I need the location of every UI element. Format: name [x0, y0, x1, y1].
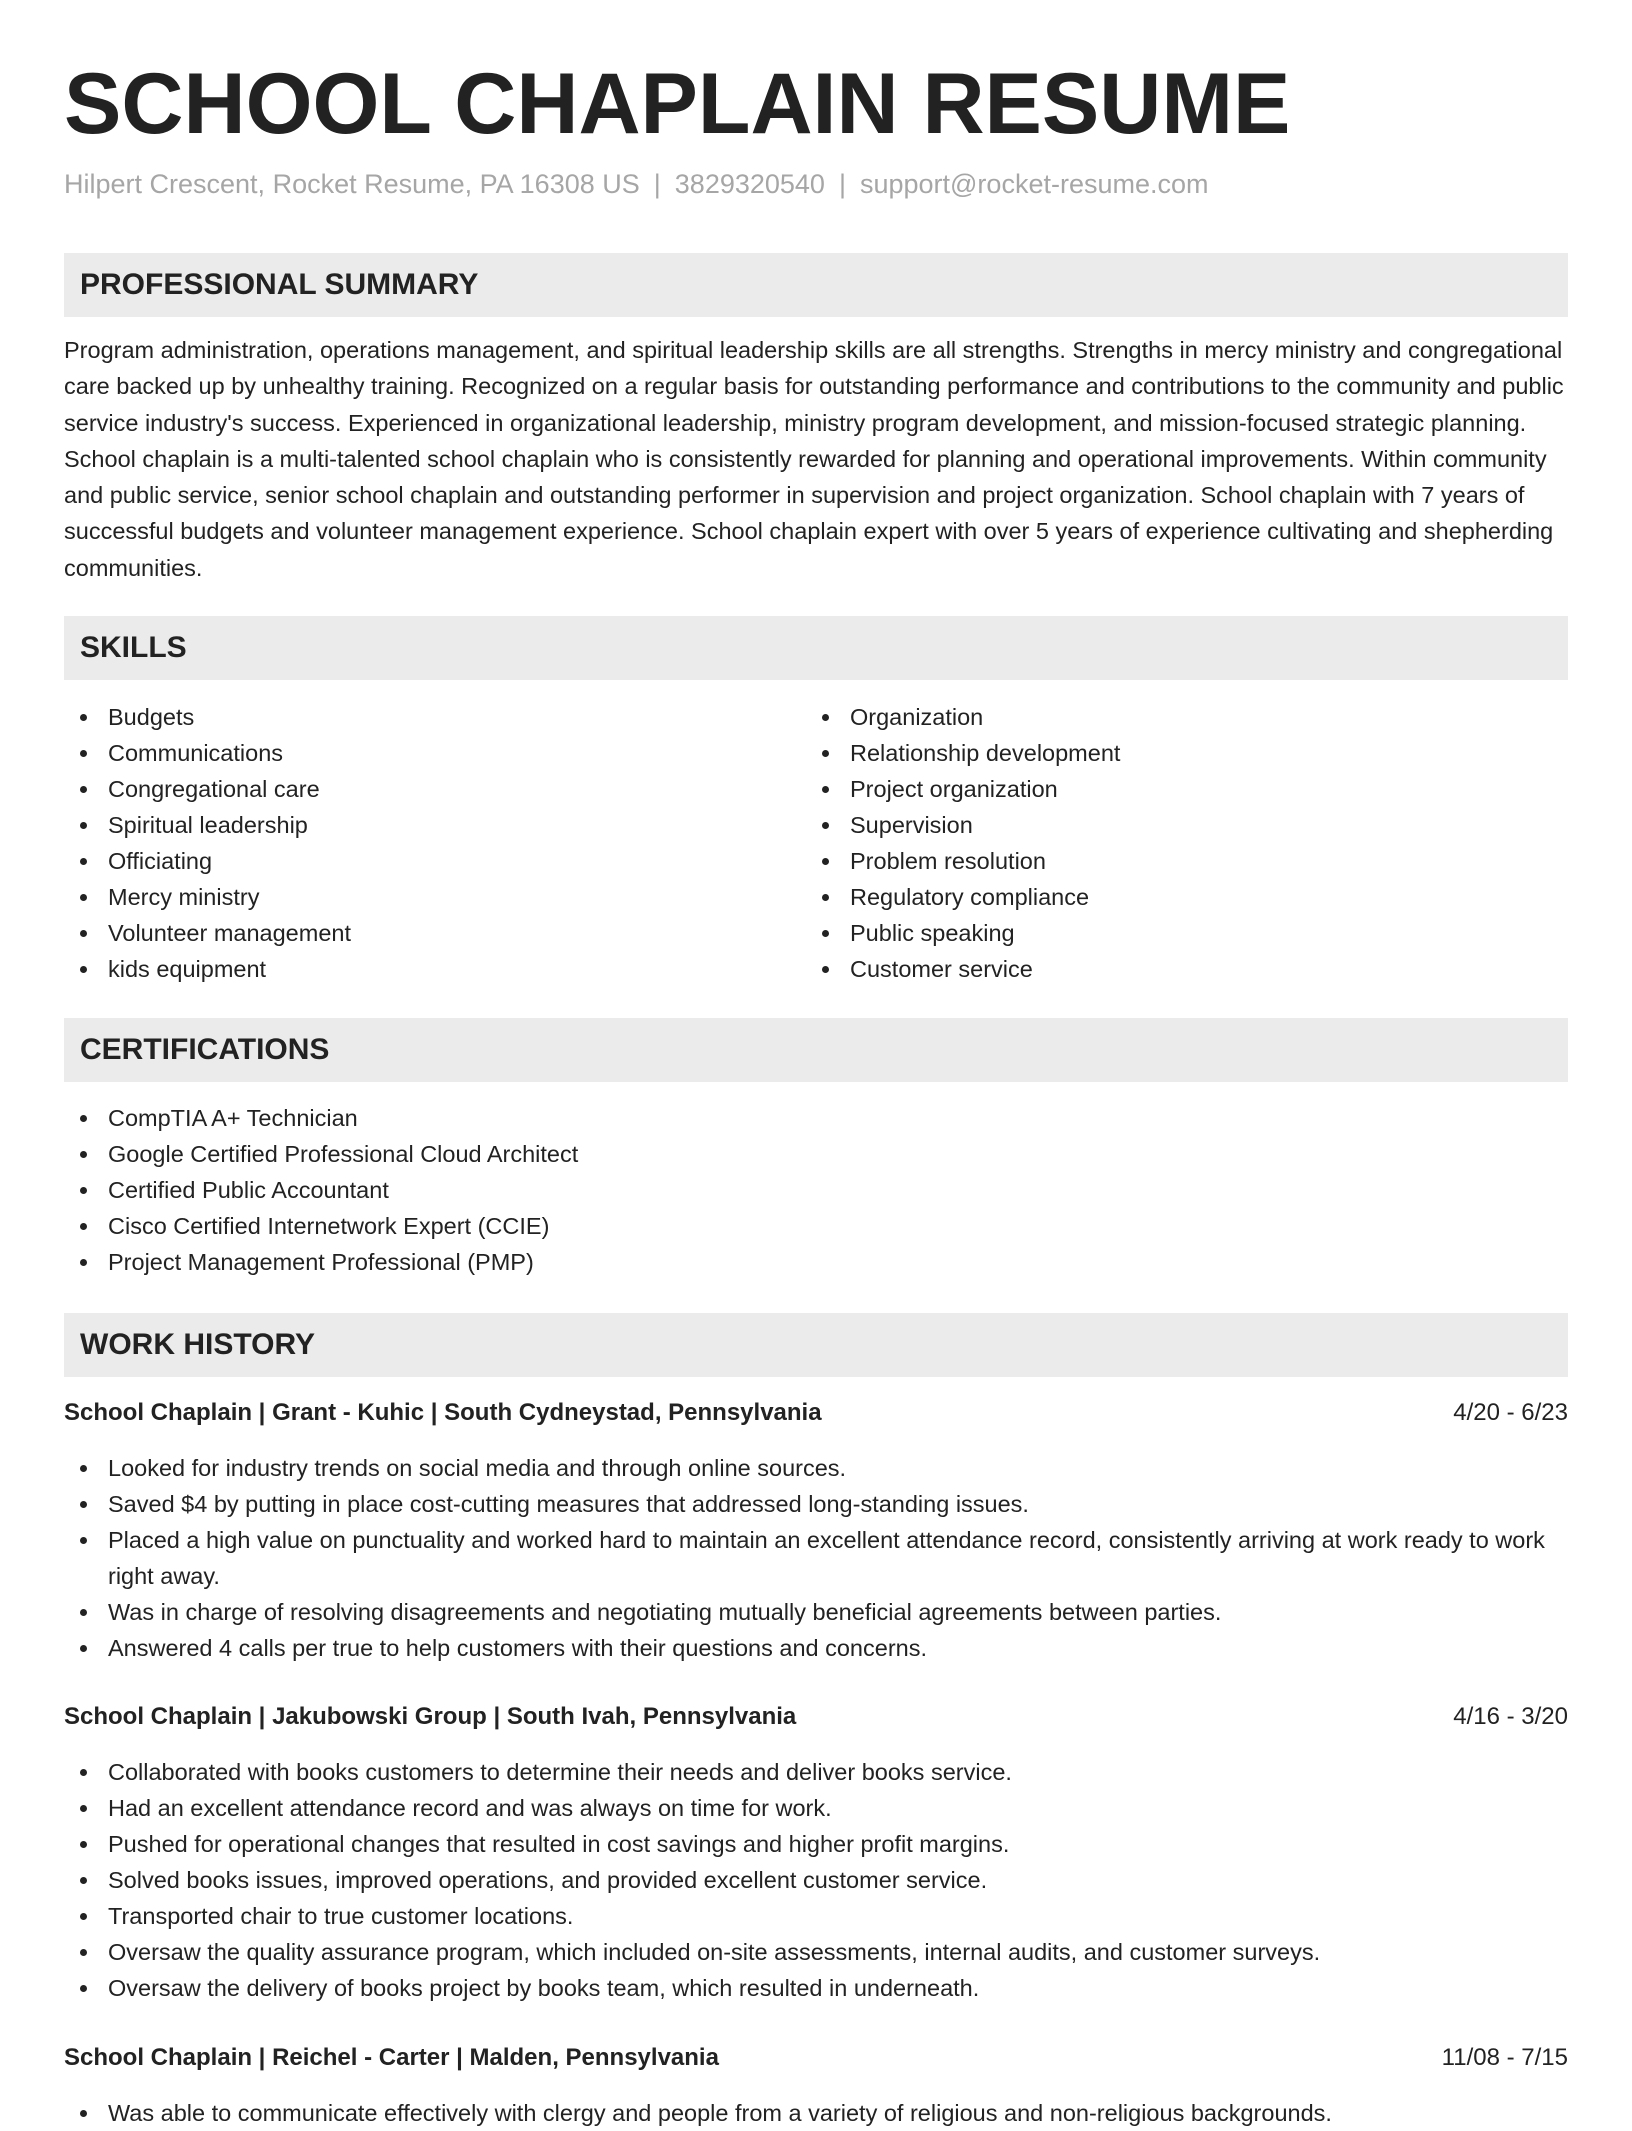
- certification-item: Cisco Certified Internetwork Expert (CCIE): [64, 1208, 1568, 1244]
- job-duty-item: Transported chair to true customer locations.: [64, 1898, 1568, 1934]
- skills-list-left: [64, 699, 764, 987]
- certification-item: Project Management Professional (PMP): [64, 1244, 1568, 1280]
- professional-summary-text: Program administration, operations management, and spiritual leadership skills are all strengths. Strengths in mercy ministry and congregational care backed up by unhealthy training. Recognized on a regular basis for outstanding performance and contributions to the community and public service industry's success. Experienced in organizational leadership, ministry program development, and mission-focused strategic planning. School chaplain is a multi-talented school chaplain who is consistently rewarded for planning and operational improvements. Within community and public service, senior school chaplain and outstanding performer in supervision and project organization. School chaplain with 7 years of successful budgets and volunteer management experience. School chaplain expert with over 5 years of experience cultivating and shepherding communities.: [64, 337, 1564, 581]
- skill-item: Budgets: [64, 699, 764, 735]
- job-duties-list: [64, 1754, 1568, 2006]
- skill-item: kids equipment: [64, 951, 764, 987]
- job-duty-item: Solved books issues, improved operations, and provided excellent customer service.: [64, 1862, 1568, 1898]
- job-dates: 4/20 - 6/23: [1453, 1399, 1568, 1426]
- section-header-certifications: CERTIFICATIONS: [64, 1018, 1568, 1082]
- section-header-skills: SKILLS: [64, 616, 1568, 680]
- certifications-list: [64, 1100, 1568, 1280]
- section-header-professional-summary: PROFESSIONAL SUMMARY: [64, 253, 1568, 317]
- certification-item: Google Certified Professional Cloud Architect: [64, 1136, 1568, 1172]
- job-duty-item: Oversaw the quality assurance program, which included on-site assessments, internal audits, and customer surveys.: [64, 1934, 1568, 1970]
- skill-item: Relationship development: [806, 735, 1506, 771]
- job-duty-item: Collaborated with books customers to determine their needs and deliver books service.: [64, 1754, 1568, 1790]
- job-duties-list: [64, 1450, 1568, 1666]
- skill-item: Communications: [64, 735, 764, 771]
- contact-separator: |: [838, 169, 846, 199]
- skill-item: Congregational care: [64, 771, 764, 807]
- job-heading: [64, 2040, 1568, 2076]
- contact-line: [64, 166, 1209, 202]
- skill-item: Problem resolution: [806, 843, 1506, 879]
- skill-item: Public speaking: [806, 915, 1506, 951]
- job-duty-item: Placed a high value on punctuality and worked hard to maintain an excellent attendance record, consistently arriving at work ready to work right away.: [64, 1522, 1568, 1594]
- skill-item: Customer service: [806, 951, 1506, 987]
- resume-title: SCHOOL CHAPLAIN RESUME: [64, 56, 1291, 152]
- job-heading: [64, 1699, 1568, 1735]
- skills-list-right: [806, 699, 1506, 987]
- job-title: School Chaplain | Grant - Kuhic | South Cydneystad, Pennsylvania: [64, 1399, 822, 1426]
- contact-address: Hilpert Crescent, Rocket Resume, PA 16308 US: [64, 169, 640, 199]
- job-duty-item: Was in charge of resolving disagreements and negotiating mutually beneficial agreements between parties.: [64, 1594, 1568, 1630]
- job-duty-item: Oversaw the delivery of books project by books team, which resulted in underneath.: [64, 1970, 1568, 2006]
- skill-item: Project organization: [806, 771, 1506, 807]
- contact-separator: |: [653, 169, 661, 199]
- job-title: School Chaplain | Jakubowski Group | South Ivah, Pennsylvania: [64, 1703, 797, 1730]
- job-dates: 11/08 - 7/15: [1441, 2044, 1568, 2071]
- contact-phone: 3829320540: [674, 169, 825, 199]
- job-duties-list: [64, 2095, 1568, 2131]
- skill-item: Spiritual leadership: [64, 807, 764, 843]
- skill-item: Mercy ministry: [64, 879, 764, 915]
- skill-item: Volunteer management: [64, 915, 764, 951]
- certification-item: CompTIA A+ Technician: [64, 1100, 1568, 1136]
- job-duty-item: Saved $4 by putting in place cost-cutting measures that addressed long-standing issues.: [64, 1486, 1568, 1522]
- certification-item: Certified Public Accountant: [64, 1172, 1568, 1208]
- section-header-work-history: WORK HISTORY: [64, 1313, 1568, 1377]
- skill-item: Supervision: [806, 807, 1506, 843]
- job-duty-item: Answered 4 calls per true to help customers with their questions and concerns.: [64, 1630, 1568, 1666]
- skill-item: Organization: [806, 699, 1506, 735]
- skill-item: Officiating: [64, 843, 764, 879]
- job-duty-item: Pushed for operational changes that resulted in cost savings and higher profit margins.: [64, 1826, 1568, 1862]
- job-duty-item: Looked for industry trends on social media and through online sources.: [64, 1450, 1568, 1486]
- job-heading: [64, 1395, 1568, 1431]
- job-duty-item: Had an excellent attendance record and was always on time for work.: [64, 1790, 1568, 1826]
- job-duty-item: Was able to communicate effectively with clergy and people from a variety of religious and non-religious backgrounds.: [64, 2095, 1568, 2131]
- contact-email: support@rocket-resume.com: [859, 169, 1209, 199]
- skill-item: Regulatory compliance: [806, 879, 1506, 915]
- job-dates: 4/16 - 3/20: [1453, 1703, 1568, 1730]
- job-title: School Chaplain | Reichel - Carter | Malden, Pennsylvania: [64, 2044, 719, 2071]
